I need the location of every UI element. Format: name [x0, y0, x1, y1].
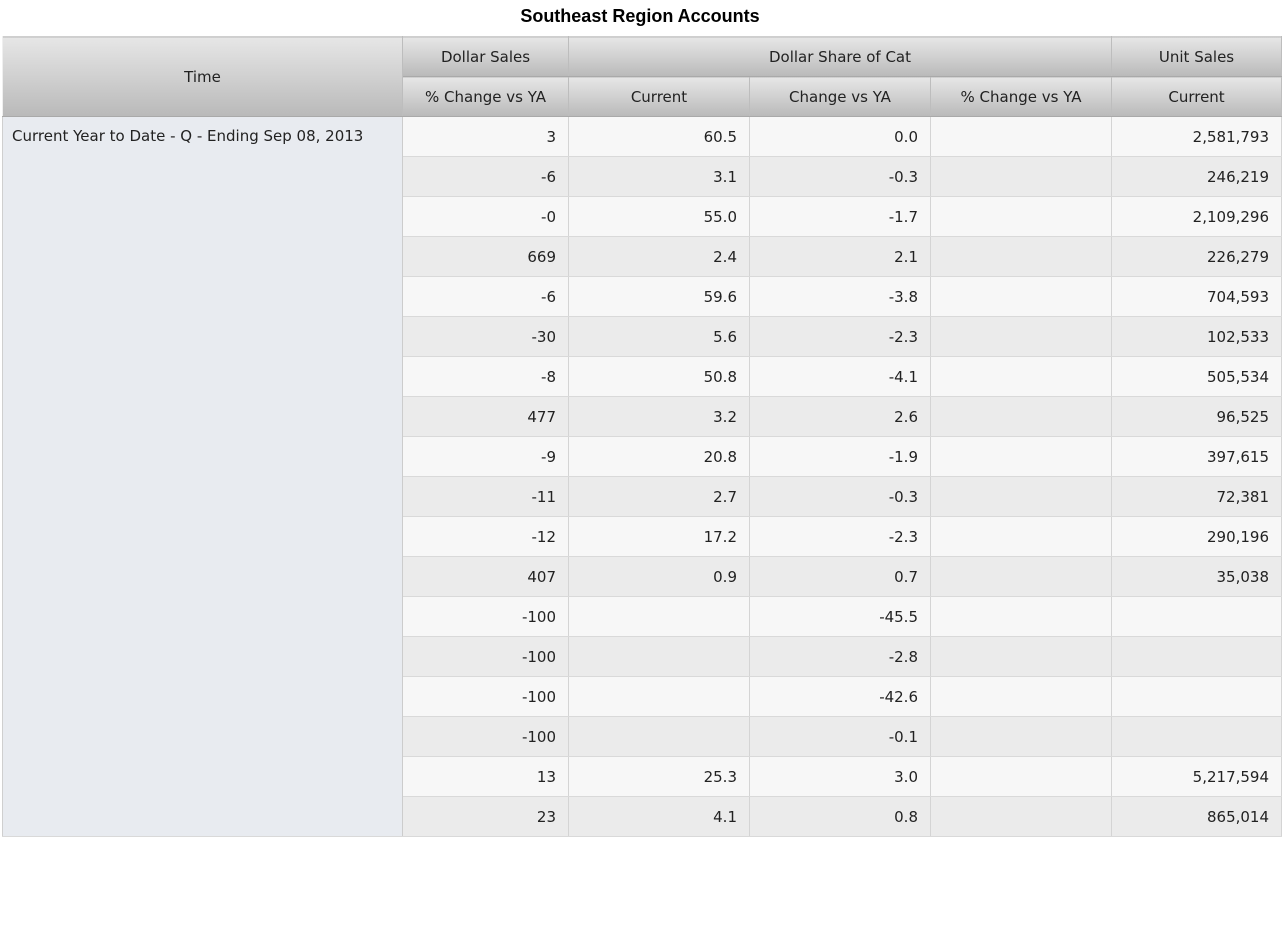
- cell-share-current: 55.0: [569, 197, 750, 237]
- cell-share-change: -45.5: [750, 597, 931, 637]
- cell-share-pct-change: [931, 597, 1112, 637]
- cell-share-current: 60.5: [569, 117, 750, 157]
- cell-share-change: -4.1: [750, 357, 931, 397]
- cell-share-change: -42.6: [750, 677, 931, 717]
- cell-share-current: [569, 637, 750, 677]
- cell-unit-sales-current: 865,014: [1112, 797, 1282, 837]
- cell-share-change: 0.8: [750, 797, 931, 837]
- cell-dollar-sales-pct-change: 669: [403, 237, 569, 277]
- cell-share-pct-change: [931, 277, 1112, 317]
- cell-share-current: 50.8: [569, 357, 750, 397]
- cell-unit-sales-current: 246,219: [1112, 157, 1282, 197]
- cell-share-pct-change: [931, 157, 1112, 197]
- cell-share-current: 25.3: [569, 757, 750, 797]
- cell-unit-sales-current: 704,593: [1112, 277, 1282, 317]
- cell-share-pct-change: [931, 397, 1112, 437]
- column-header-share-pct-change[interactable]: % Change vs YA: [931, 77, 1112, 117]
- cell-share-change: -0.3: [750, 157, 931, 197]
- cell-share-pct-change: [931, 797, 1112, 837]
- cell-share-current: [569, 677, 750, 717]
- cell-share-pct-change: [931, 237, 1112, 277]
- cell-dollar-sales-pct-change: -100: [403, 597, 569, 637]
- cell-dollar-sales-pct-change: -100: [403, 677, 569, 717]
- cell-unit-sales-current: [1112, 717, 1282, 757]
- cell-share-current: 3.1: [569, 157, 750, 197]
- cell-unit-sales-current: 5,217,594: [1112, 757, 1282, 797]
- cell-share-change: -0.3: [750, 477, 931, 517]
- cell-share-change: -2.8: [750, 637, 931, 677]
- cell-share-pct-change: [931, 557, 1112, 597]
- cell-share-change: -1.9: [750, 437, 931, 477]
- cell-share-pct-change: [931, 117, 1112, 157]
- cell-share-pct-change: [931, 677, 1112, 717]
- cell-dollar-sales-pct-change: 13: [403, 757, 569, 797]
- cell-share-current: [569, 597, 750, 637]
- cell-dollar-sales-pct-change: -30: [403, 317, 569, 357]
- cell-share-pct-change: [931, 477, 1112, 517]
- table-header: [3, 37, 1282, 117]
- cell-dollar-sales-pct-change: 3: [403, 117, 569, 157]
- cell-share-pct-change: [931, 197, 1112, 237]
- cell-unit-sales-current: 2,109,296: [1112, 197, 1282, 237]
- cell-share-current: 4.1: [569, 797, 750, 837]
- cell-share-change: 2.6: [750, 397, 931, 437]
- cell-share-pct-change: [931, 517, 1112, 557]
- cell-share-current: 0.9: [569, 557, 750, 597]
- cell-share-current: 3.2: [569, 397, 750, 437]
- cell-share-current: 59.6: [569, 277, 750, 317]
- cell-unit-sales-current: 72,381: [1112, 477, 1282, 517]
- cell-share-pct-change: [931, 437, 1112, 477]
- cell-dollar-sales-pct-change: 407: [403, 557, 569, 597]
- cell-dollar-sales-pct-change: -8: [403, 357, 569, 397]
- cell-dollar-sales-pct-change: -9: [403, 437, 569, 477]
- column-header-time[interactable]: Time: [3, 37, 403, 117]
- cell-unit-sales-current: [1112, 637, 1282, 677]
- cell-share-current: 2.4: [569, 237, 750, 277]
- cell-share-pct-change: [931, 757, 1112, 797]
- cell-share-change: 2.1: [750, 237, 931, 277]
- cell-share-pct-change: [931, 717, 1112, 757]
- cell-share-current: 17.2: [569, 517, 750, 557]
- cell-share-change: 3.0: [750, 757, 931, 797]
- cell-share-current: [569, 717, 750, 757]
- cell-unit-sales-current: 397,615: [1112, 437, 1282, 477]
- report-title: Southeast Region Accounts: [520, 6, 760, 26]
- cell-dollar-sales-pct-change: 477: [403, 397, 569, 437]
- time-period-cell[interactable]: Current Year to Date - Q - Ending Sep 08, 2013: [3, 117, 403, 837]
- cell-share-pct-change: [931, 357, 1112, 397]
- cell-share-current: 5.6: [569, 317, 750, 357]
- cell-unit-sales-current: 2,581,793: [1112, 117, 1282, 157]
- cell-share-change: -2.3: [750, 517, 931, 557]
- cell-share-change: 0.0: [750, 117, 931, 157]
- cell-share-pct-change: [931, 317, 1112, 357]
- column-header-share-change[interactable]: Change vs YA: [750, 77, 931, 117]
- cell-dollar-sales-pct-change: -6: [403, 157, 569, 197]
- column-header-share-current[interactable]: Current: [569, 77, 750, 117]
- cell-dollar-sales-pct-change: -100: [403, 637, 569, 677]
- cell-share-change: -3.8: [750, 277, 931, 317]
- data-table: [2, 36, 1282, 837]
- cell-unit-sales-current: [1112, 597, 1282, 637]
- table-body: [3, 117, 1282, 837]
- cell-dollar-sales-pct-change: -0: [403, 197, 569, 237]
- cell-dollar-sales-pct-change: -100: [403, 717, 569, 757]
- group-header-unit-sales[interactable]: Unit Sales: [1112, 37, 1282, 77]
- column-header-dollar-sales-pct-change[interactable]: % Change vs YA: [403, 77, 569, 117]
- cell-unit-sales-current: 505,534: [1112, 357, 1282, 397]
- cell-share-change: -2.3: [750, 317, 931, 357]
- table-row: [3, 117, 1282, 157]
- column-header-unit-sales-current[interactable]: Current: [1112, 77, 1282, 117]
- cell-share-current: 2.7: [569, 477, 750, 517]
- cell-share-pct-change: [931, 637, 1112, 677]
- cell-dollar-sales-pct-change: -12: [403, 517, 569, 557]
- cell-unit-sales-current: 35,038: [1112, 557, 1282, 597]
- cell-unit-sales-current: 102,533: [1112, 317, 1282, 357]
- group-header-dollar-sales[interactable]: Dollar Sales: [403, 37, 569, 77]
- cell-unit-sales-current: 290,196: [1112, 517, 1282, 557]
- cell-dollar-sales-pct-change: -11: [403, 477, 569, 517]
- group-header-dollar-share-of-cat[interactable]: Dollar Share of Cat: [569, 37, 1112, 77]
- cell-unit-sales-current: [1112, 677, 1282, 717]
- cell-unit-sales-current: 226,279: [1112, 237, 1282, 277]
- cell-unit-sales-current: 96,525: [1112, 397, 1282, 437]
- cell-share-change: -1.7: [750, 197, 931, 237]
- cell-share-current: 20.8: [569, 437, 750, 477]
- cell-dollar-sales-pct-change: -6: [403, 277, 569, 317]
- cell-share-change: 0.7: [750, 557, 931, 597]
- cell-share-change: -0.1: [750, 717, 931, 757]
- cell-dollar-sales-pct-change: 23: [403, 797, 569, 837]
